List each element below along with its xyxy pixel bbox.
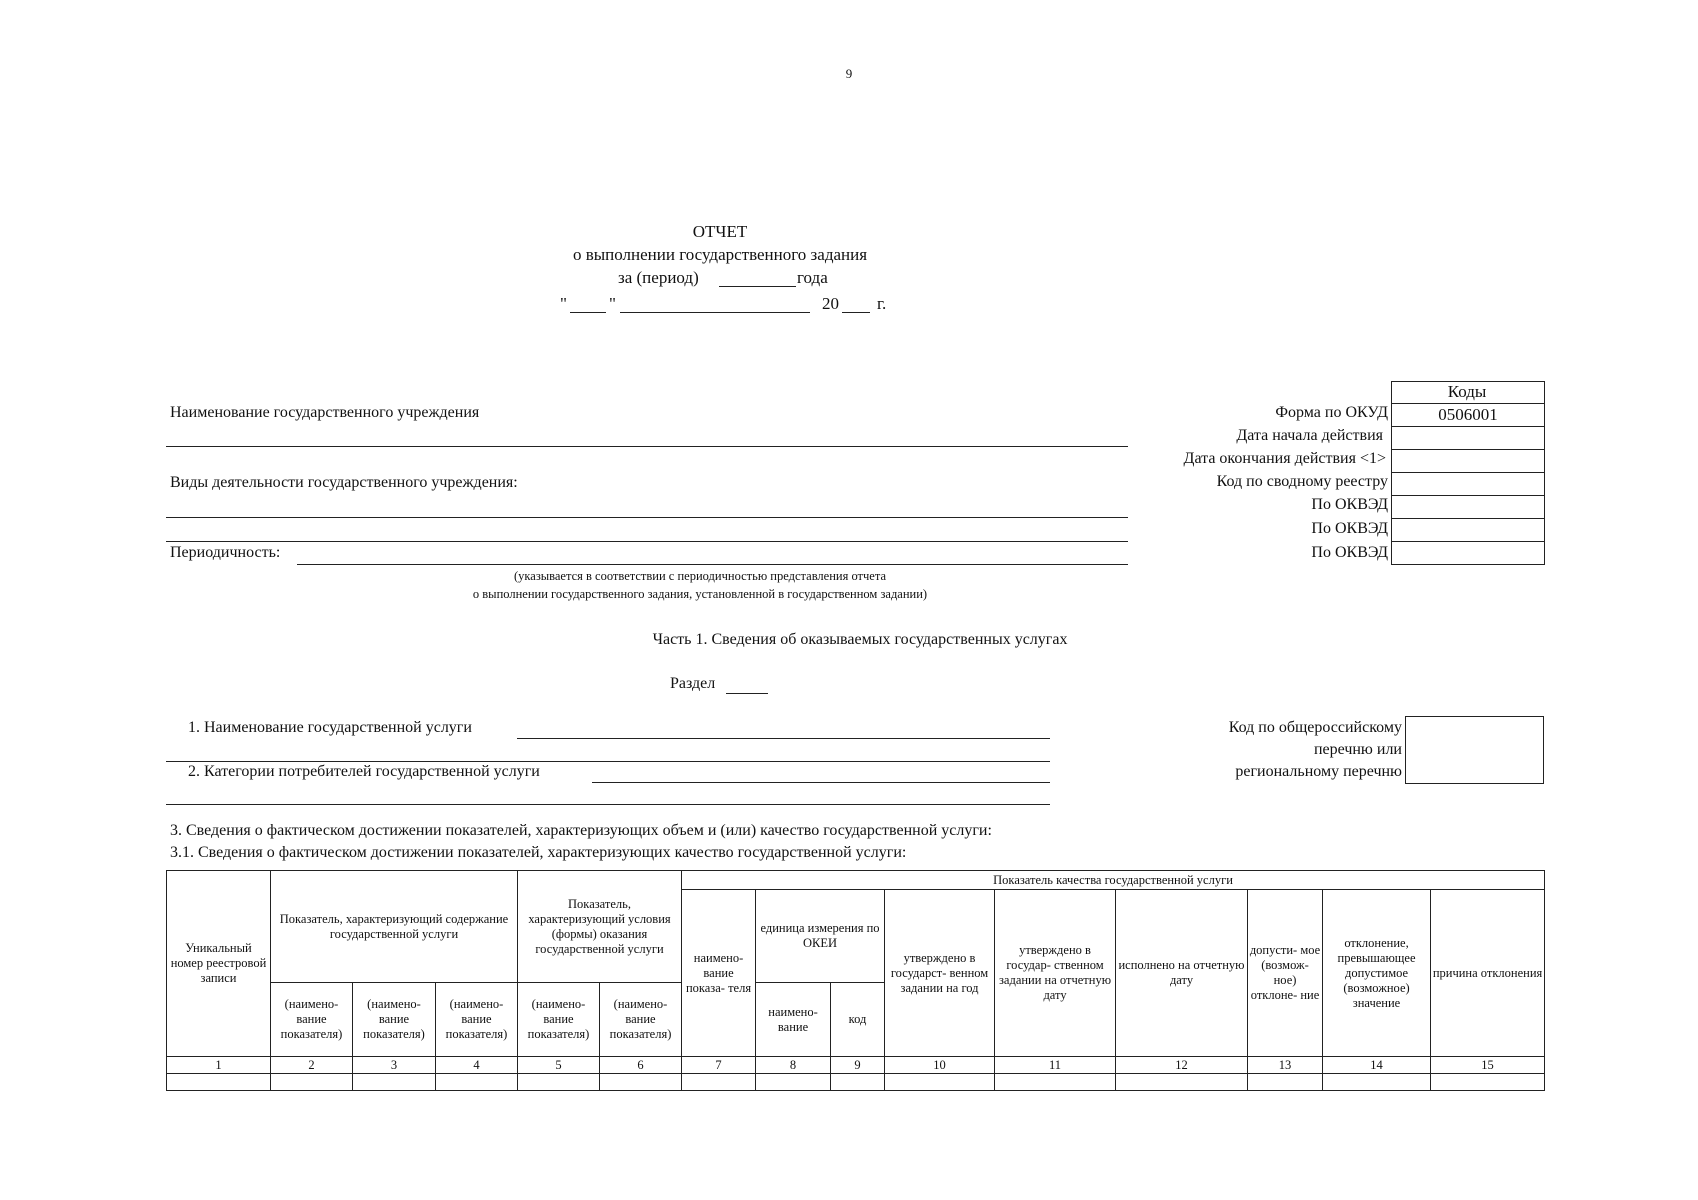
column-number: 15 (1431, 1057, 1545, 1074)
code-value-okved-2[interactable] (1392, 519, 1544, 542)
code-value-start-date[interactable] (1392, 427, 1544, 450)
excess-deviation-header: отклонение, превышающее допустимое (возможное) значение (1323, 890, 1431, 1057)
column-number: 1 (167, 1057, 271, 1074)
quality-indicators-table (166, 870, 1545, 1091)
column-number: 3 (353, 1057, 436, 1074)
table-cell[interactable] (1431, 1074, 1545, 1091)
periodicity-note-2: о выполнении государственного задания, установленной в государственном задании) (472, 587, 928, 601)
column-number: 4 (436, 1057, 518, 1074)
report-title: ОТЧЕТ (692, 222, 748, 241)
year-prefix: 20 (822, 294, 839, 313)
code-label-okud: Форма по ОКУД (1275, 404, 1388, 421)
column-number: 10 (885, 1057, 995, 1074)
page-number: 9 (845, 66, 853, 81)
month-field-line (620, 312, 810, 313)
approved-year-header: утверждено в государст- венном задании на год (885, 890, 995, 1057)
period-field-line (719, 286, 796, 287)
table-cell[interactable] (518, 1074, 600, 1091)
section-label: Раздел (670, 675, 716, 692)
column-number: 8 (756, 1057, 831, 1074)
part-title: Часть 1. Сведения об оказываемых государственных услугах (652, 631, 1068, 648)
service-name-line-2 (166, 761, 1050, 762)
column-number: 11 (995, 1057, 1116, 1074)
table-cell[interactable] (600, 1074, 682, 1091)
code-label-start-date: Дата начала действия (1236, 427, 1383, 444)
indicator-name-header: наимено- вание показа- теля (682, 890, 756, 1057)
column-numbers-row (167, 1057, 1545, 1074)
activity-label: Виды деятельности государственного учреждения: (170, 474, 518, 491)
section-number-line (726, 693, 768, 694)
code-value-okved-3[interactable] (1392, 542, 1544, 564)
activity-line-2 (166, 541, 1128, 542)
year-field-line (842, 312, 870, 313)
table-cell[interactable] (682, 1074, 756, 1091)
activity-line-1 (166, 517, 1128, 518)
reason-header: причина отклонения (1431, 890, 1545, 1057)
table-cell[interactable] (1248, 1074, 1323, 1091)
consumer-category-line (592, 782, 1050, 783)
unit-name-header: наимено- вание (756, 983, 831, 1057)
date-quote-close: " (609, 294, 616, 313)
content-group-header: Показатель, характеризующий содержание государственной услуги (271, 871, 518, 983)
allowed-deviation-header: допусти- мое (возмож- ное) отклоне- ние (1248, 890, 1323, 1057)
period-suffix: года (797, 268, 828, 287)
table-row[interactable] (167, 1074, 1545, 1091)
table-cell[interactable] (167, 1074, 271, 1091)
code-label-registry: Код по сводному реестру (1216, 473, 1388, 490)
periodicity-label: Периодичность: (170, 544, 281, 561)
registry-code-label-2: перечню или (1313, 741, 1402, 758)
consumer-category-line-2 (166, 804, 1050, 805)
day-field-line (570, 312, 606, 313)
codes-box (1391, 403, 1545, 565)
sub-name-header: (наимено- вание показателя) (518, 983, 600, 1057)
consumer-category-label: 2. Категории потребителей государственной услуги (188, 763, 540, 780)
sub-name-header: (наимено- вание показателя) (271, 983, 353, 1057)
column-number: 6 (600, 1057, 682, 1074)
unit-group-header: единица измерения по ОКЕИ (756, 890, 885, 983)
code-value-okud[interactable]: 0506001 (1392, 404, 1544, 427)
table-cell[interactable] (1323, 1074, 1431, 1091)
table-cell[interactable] (271, 1074, 353, 1091)
period-label: за (период) (618, 268, 699, 287)
unit-code-header: код (831, 983, 885, 1057)
column-number: 9 (831, 1057, 885, 1074)
sub-name-header: (наимено- вание показателя) (600, 983, 682, 1057)
codes-header-box (1391, 381, 1545, 404)
registry-code-box[interactable] (1405, 716, 1544, 784)
section3-line1: 3. Сведения о фактическом достижении показателей, характеризующих объем и (или) качество государственной услуги: (170, 822, 992, 839)
org-name-line (166, 446, 1128, 447)
executed-header: исполнено на отчетную дату (1116, 890, 1248, 1057)
table-cell[interactable] (831, 1074, 885, 1091)
service-name-label: 1. Наименование государственной услуги (188, 719, 472, 736)
column-number: 12 (1116, 1057, 1248, 1074)
codes-header: Коды (1447, 382, 1487, 401)
org-name-label: Наименование государственного учреждения (170, 404, 480, 421)
code-label-okved-3: По ОКВЭД (1311, 544, 1388, 561)
table-cell[interactable] (756, 1074, 831, 1091)
code-label-okved-2: По ОКВЭД (1311, 520, 1388, 537)
periodicity-note-1: (указывается в соответствии с периодичностью представления отчета (513, 569, 887, 583)
column-number: 13 (1248, 1057, 1323, 1074)
service-name-line (517, 738, 1050, 739)
registry-code-label-1: Код по общероссийскому (1228, 719, 1402, 736)
code-label-end-date: Дата окончания действия <1> (1183, 450, 1386, 467)
sub-name-header: (наимено- вание показателя) (436, 983, 518, 1057)
table-cell[interactable] (353, 1074, 436, 1091)
column-number: 7 (682, 1057, 756, 1074)
code-value-okved-1[interactable] (1392, 496, 1544, 519)
sub-name-header: (наимено- вание показателя) (353, 983, 436, 1057)
registry-code-label-3: региональному перечню (1235, 763, 1402, 780)
table-cell[interactable] (1116, 1074, 1248, 1091)
year-suffix: г. (877, 294, 887, 313)
approved-date-header: утверждено в государ- ственном задании на отчетную дату (995, 890, 1116, 1057)
code-value-registry[interactable] (1392, 473, 1544, 496)
table-cell[interactable] (885, 1074, 995, 1091)
table-cell[interactable] (995, 1074, 1116, 1091)
column-number: 14 (1323, 1057, 1431, 1074)
code-label-okved-1: По ОКВЭД (1311, 496, 1388, 513)
code-value-end-date[interactable] (1392, 450, 1544, 473)
column-number: 5 (518, 1057, 600, 1074)
date-quote-open: " (560, 294, 567, 313)
conditions-group-header: Показатель, характеризующий условия (формы) оказания государственной услуги (518, 871, 682, 983)
col-unique-number-header: Уникальный номер реестровой записи (167, 871, 271, 1057)
section3-line2: 3.1. Сведения о фактическом достижении показателей, характеризующих качество государственной услуги: (170, 844, 907, 861)
quality-group-header: Показатель качества государственной услуги (682, 871, 1545, 890)
table-cell[interactable] (436, 1074, 518, 1091)
periodicity-line (297, 564, 1128, 565)
column-number: 2 (271, 1057, 353, 1074)
report-subtitle: о выполнении государственного задания (572, 245, 868, 264)
